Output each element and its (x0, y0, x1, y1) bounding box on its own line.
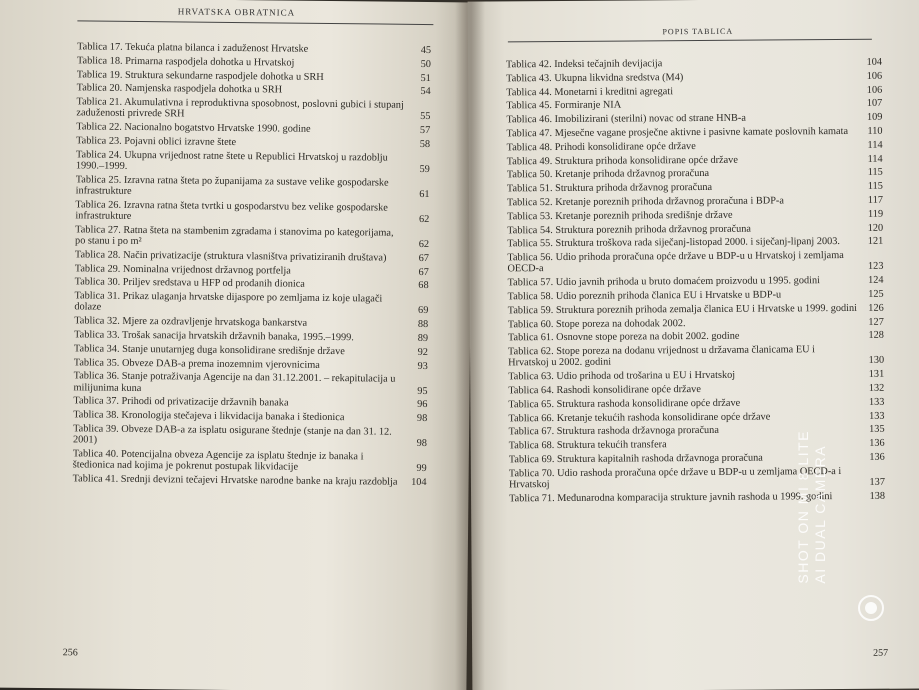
entry-title: Tablica 52. Kretanje poreznih prihoda državnog proračuna i BDP-a (506, 195, 784, 209)
entry-page-number: 61 (419, 188, 430, 201)
left-running-header: HRVATSKA OBRATNICA (177, 6, 296, 18)
table-list-entry (506, 126, 882, 140)
entry-page-number: 114 (867, 153, 883, 165)
entry-page-number: 104 (411, 476, 427, 488)
table-list-entry (77, 69, 431, 84)
entry-title: Tablica 51. Struktura prihoda državnog proračuna (506, 182, 713, 195)
entry-page-number: 120 (867, 222, 884, 234)
camera-watermark (795, 430, 902, 660)
entry-page-number: 115 (867, 180, 883, 192)
entry-page-number: 45 (420, 44, 432, 57)
table-list-entry (75, 263, 429, 278)
table-list-entry (77, 55, 431, 70)
entry-title: Tablica 40. Potencijalna obveza Agencije za isplatu štednje iz banaka i štedionica nad kojima je pokrenut postupak likvidacije (72, 448, 364, 473)
entry-page-number: 104 (866, 56, 883, 68)
watermark-line-1: SHOT ON MI 8 LITE (795, 430, 812, 584)
entry-title: Tablica 62. Stope poreza na dodanu vrijednost u državama članicama EU i Hrvatskoj u 2002. godini (508, 344, 816, 369)
entry-title: Tablica 33. Trošak sanacija hrvatskih državnih banaka, 1995.–1999. (74, 329, 354, 344)
entry-page-number: 136 (869, 451, 885, 463)
entry-title: Tablica 22. Nacionalno bogatstvo Hrvatske 1990. godine (76, 121, 311, 135)
entry-title: Tablica 41. Srednji devizni tečajevi Hrvatske narodne banke na kraju razdoblja (72, 473, 398, 488)
entry-title: Tablica 71. Međunarodna komparacija strukture javnih rashoda u 1999. godini (509, 490, 833, 505)
table-list-entry (507, 236, 883, 250)
watermark-text (795, 430, 829, 584)
entry-page-number: 117 (867, 194, 884, 206)
entry-title: Tablica 30. Priljev sredstava u HFP od prodanih dionica (74, 276, 305, 291)
table-list-entry (73, 448, 427, 474)
entry-page-number: 107 (866, 98, 883, 110)
entry-page-number: 51 (420, 72, 431, 84)
entry-page-number: 138 (869, 490, 886, 502)
entry-title: Tablica 39. Obveze DAB-a za isplatu osigurane štednje (stanje na dan 31. 12. 2001) (72, 423, 392, 446)
entry-page-number: 128 (868, 330, 884, 342)
entry-title: Tablica 66. Kretanje tekućih rashoda konsolidirane opće države (508, 411, 771, 424)
table-list-entry (75, 199, 429, 225)
table-list-entry (506, 98, 882, 112)
right-header-rule (508, 39, 872, 43)
entry-title: Tablica 29. Nominalna vrijednost državnog portfelja (74, 262, 291, 277)
table-list-entry (73, 396, 427, 411)
entry-title: Tablica 55. Struktura troškova rada siječanj-listopad 2000. i siječanj-lipanj 2003. (507, 236, 841, 250)
table-list-entry (507, 195, 883, 209)
entry-title: Tablica 58. Udio poreznih prihoda članica EU i Hrvatske u BDP-u (507, 289, 782, 303)
entry-page-number: 109 (866, 111, 883, 124)
entry-title: Tablica 36. Stanje potraživanja Agencije na dan 31.12.2001. – rekapitulacija u milijunima kuna (73, 370, 396, 394)
table-list-entry (508, 302, 884, 316)
table-list-entry (74, 343, 428, 358)
entry-title: Tablica 24. Ukupna vrijednost ratne štete u Republici Hrvatskoj u razdoblju 1990.–1999. (75, 149, 388, 172)
entry-page-number: 137 (869, 476, 886, 488)
entry-page-number: 133 (868, 396, 885, 408)
entry-title: Tablica 48. Prihodi konsolidirane opće države (506, 140, 696, 154)
entry-page-number: 55 (420, 111, 431, 123)
left-table-list (73, 41, 432, 490)
entry-title: Tablica 61. Osnovne stope poreza na dobit 2002. godine (507, 331, 740, 344)
left-header-rule (77, 20, 433, 25)
entry-page-number: 88 (417, 319, 429, 331)
entry-page-number: 130 (868, 355, 885, 367)
entry-page-number: 54 (420, 86, 431, 98)
table-list-entry (508, 330, 884, 344)
table-list-entry (506, 71, 882, 85)
entry-page-number: 93 (417, 360, 428, 372)
entry-page-number: 110 (867, 125, 883, 137)
entry-page-number: 131 (868, 368, 885, 380)
table-list-entry (506, 57, 882, 71)
table-list-entry (507, 167, 883, 181)
table-list-entry (508, 275, 884, 289)
table-list-entry (76, 122, 430, 137)
entry-page-number: 127 (868, 316, 884, 328)
entry-title: Tablica 18. Primarna raspodjela dohotka u Hrvatskoj (76, 55, 295, 69)
entry-page-number: 99 (416, 463, 427, 475)
table-list-entry (507, 181, 883, 195)
entry-title: Tablica 50. Kretanje prihoda državnog proračuna (506, 168, 710, 181)
entry-title: Tablica 63. Udio prihoda od trošarina u EU i Hrvatskoj (508, 369, 736, 383)
entry-page-number: 124 (868, 274, 884, 286)
table-list-entry (75, 249, 429, 264)
table-list-entry (506, 112, 882, 126)
entry-page-number: 89 (417, 332, 429, 345)
entry-title: Tablica 67. Struktura rashoda državnoga proračuna (508, 425, 719, 438)
entry-title: Tablica 69. Struktura kapitalnih rashoda državnoga proračuna (508, 452, 763, 466)
table-list-entry (507, 208, 883, 222)
table-list-entry (75, 277, 429, 292)
entry-page-number: 115 (867, 167, 883, 179)
table-list-entry (508, 410, 884, 424)
entry-page-number: 98 (416, 438, 428, 450)
entry-page-number: 58 (419, 138, 431, 151)
entry-page-number: 62 (418, 213, 430, 226)
table-list-entry (74, 316, 428, 331)
entry-title: Tablica 70. Udio rashoda proračuna opće države u BDP-u u zemljama OECD-a i Hrvatskoj (508, 465, 842, 491)
table-list-entry (74, 329, 428, 344)
table-list-entry (508, 396, 884, 410)
book-gutter-shadow (455, 0, 485, 690)
entry-title: Tablica 37. Prihodi od privatizacije državnih banaka (73, 395, 289, 409)
entry-title: Tablica 68. Struktura tekućih transfera (508, 439, 667, 452)
entry-page-number: 123 (867, 261, 884, 273)
entry-title: Tablica 35. Obveze DAB-a prema inozemnim vjerovnicima (73, 356, 320, 371)
table-list-entry (76, 149, 430, 175)
entry-page-number: 67 (418, 266, 429, 278)
watermark-line-2: AI DUAL CAMERA (812, 444, 829, 584)
entry-page-number: 96 (417, 399, 428, 411)
entry-page-number: 126 (868, 302, 884, 314)
left-page-number: 256 (62, 647, 78, 659)
entry-title: Tablica 53. Kretanje poreznih prihoda središnje države (507, 209, 733, 223)
table-list-entry (75, 224, 429, 250)
entry-title: Tablica 31. Prikaz ulaganja hrvatske dijaspore po zemljama iz koje ulagači dolaze (74, 290, 383, 313)
entry-page-number: 106 (866, 84, 883, 96)
entry-title: Tablica 59. Struktura poreznih prihoda zemalja članica EU i Hrvatske u 1999. godini (507, 302, 858, 317)
entry-page-number: 69 (418, 305, 429, 317)
entry-page-number: 136 (869, 437, 885, 449)
entry-page-number: 62 (418, 238, 430, 251)
entry-page-number: 121 (867, 236, 884, 248)
entry-page-number: 125 (868, 288, 884, 300)
entry-title: Tablica 44. Monetarni i kreditni agregati (506, 85, 674, 98)
table-list-entry (74, 291, 428, 317)
table-list-entry (73, 371, 427, 397)
table-list-entry (508, 383, 884, 397)
entry-title: Tablica 38. Kronologija stečajeva i likvidacija banaka i štedionica (73, 409, 345, 424)
table-list-entry (508, 344, 884, 369)
entry-title: Tablica 23. Pojavni oblici izravne štete (76, 135, 237, 149)
entry-title: Tablica 28. Način privatizacije (struktura vlasništva privatiziranih društava) (74, 249, 387, 264)
entry-page-number: 92 (417, 346, 428, 358)
table-list-entry (76, 97, 430, 123)
entry-page-number: 106 (866, 70, 883, 82)
table-list-entry (77, 83, 431, 98)
table-list-entry (73, 473, 427, 488)
camera-lens-icon (858, 595, 884, 621)
entry-title: Tablica 20. Namjenska raspodjela dohotka u SRH (76, 82, 283, 96)
entry-title: Tablica 64. Rashodi konsolidirane opće države (508, 383, 701, 397)
entry-title: Tablica 46. Imobilizirani (sterilni) novac od strane HNB-a (506, 112, 746, 126)
entry-title: Tablica 32. Mjere za ozdravljenje hrvatskoga bankarstva (74, 315, 308, 329)
table-list-entry (507, 250, 883, 275)
entry-title: Tablica 65. Struktura rashoda konsolidirane opće države (508, 397, 741, 411)
table-list-entry (508, 369, 884, 383)
entry-title: Tablica 42. Indeksi tečajnih devijacija (506, 58, 663, 71)
entry-title: Tablica 34. Stanje unutarnjeg duga konsolidirane središnje države (73, 343, 345, 357)
table-list-entry (73, 409, 427, 424)
entry-title: Tablica 43. Ukupna likvidna sredstva (M4) (506, 71, 684, 85)
entry-title: Tablica 60. Stope poreza na dohodak 2002. (507, 317, 686, 330)
table-list-entry (508, 289, 884, 303)
entry-title: Tablica 54. Struktura poreznih prihoda državnog proračuna (507, 223, 751, 236)
entry-page-number: 59 (419, 163, 430, 176)
table-list-entry (507, 153, 883, 167)
entry-page-number: 67 (418, 252, 429, 264)
entry-page-number: 50 (420, 58, 432, 70)
entry-title: Tablica 45. Formiranje NIA (506, 99, 622, 112)
entry-page-number: 135 (869, 424, 885, 436)
entry-title: Tablica 47. Mjesečne vagane prosječne aktivne i pasivne kamate poslovnih kamata (506, 125, 849, 140)
entry-page-number: 114 (867, 139, 883, 151)
entry-title: Tablica 26. Izravna ratna šteta tvrtki u gospodarstvu bez velike gospodarske infrastrukture (75, 199, 388, 222)
table-list-entry (73, 423, 427, 449)
entry-page-number: 132 (868, 382, 885, 394)
entry-page-number: 133 (869, 410, 885, 422)
entry-title: Tablica 17. Tekuća platna bilanca i zaduženost Hrvatske (77, 41, 309, 55)
entry-page-number: 57 (419, 125, 431, 137)
entry-page-number: 95 (417, 385, 428, 397)
entry-page-number: 119 (867, 208, 884, 220)
table-list-entry (76, 174, 430, 200)
table-list-entry (506, 84, 882, 98)
entry-title: Tablica 27. Ratna šteta na stambenim zgradama i stanovima po kategorijama, po stanu i po m² (75, 224, 394, 248)
entry-page-number: 98 (416, 413, 428, 425)
entry-page-number: 68 (418, 280, 429, 292)
right-page-number: 257 (873, 647, 889, 659)
entry-title: Tablica 25. Izravna ratna šteta po županijama za sustave velike gospodarske infrastrukture (75, 174, 389, 197)
table-list-entry (507, 222, 883, 236)
table-list-entry (77, 41, 431, 56)
entry-title: Tablica 49. Struktura prihoda konsolidirane opće države (506, 154, 738, 167)
right-running-header: POPIS TABLICA (662, 26, 734, 37)
table-list-entry (74, 357, 428, 372)
table-list-entry (508, 316, 884, 330)
table-list-entry (76, 135, 430, 150)
entry-title: Tablica 57. Udio javnih prihoda u bruto domaćem proizvodu u 1995. godini (507, 275, 821, 289)
table-list-entry (507, 140, 883, 154)
entry-title: Tablica 56. Udio prihoda proračuna opće države u BDP-u u Hrvatskoj i zemljama OECD-a (507, 250, 844, 275)
entry-title: Tablica 19. Struktura sekundarne raspodjele dohotka u SRH (76, 68, 324, 83)
entry-title: Tablica 21. Akumulativna i reproduktivna sposobnost, poslovni gubici i stupanj zaduženosti privrede SRH (76, 96, 404, 120)
